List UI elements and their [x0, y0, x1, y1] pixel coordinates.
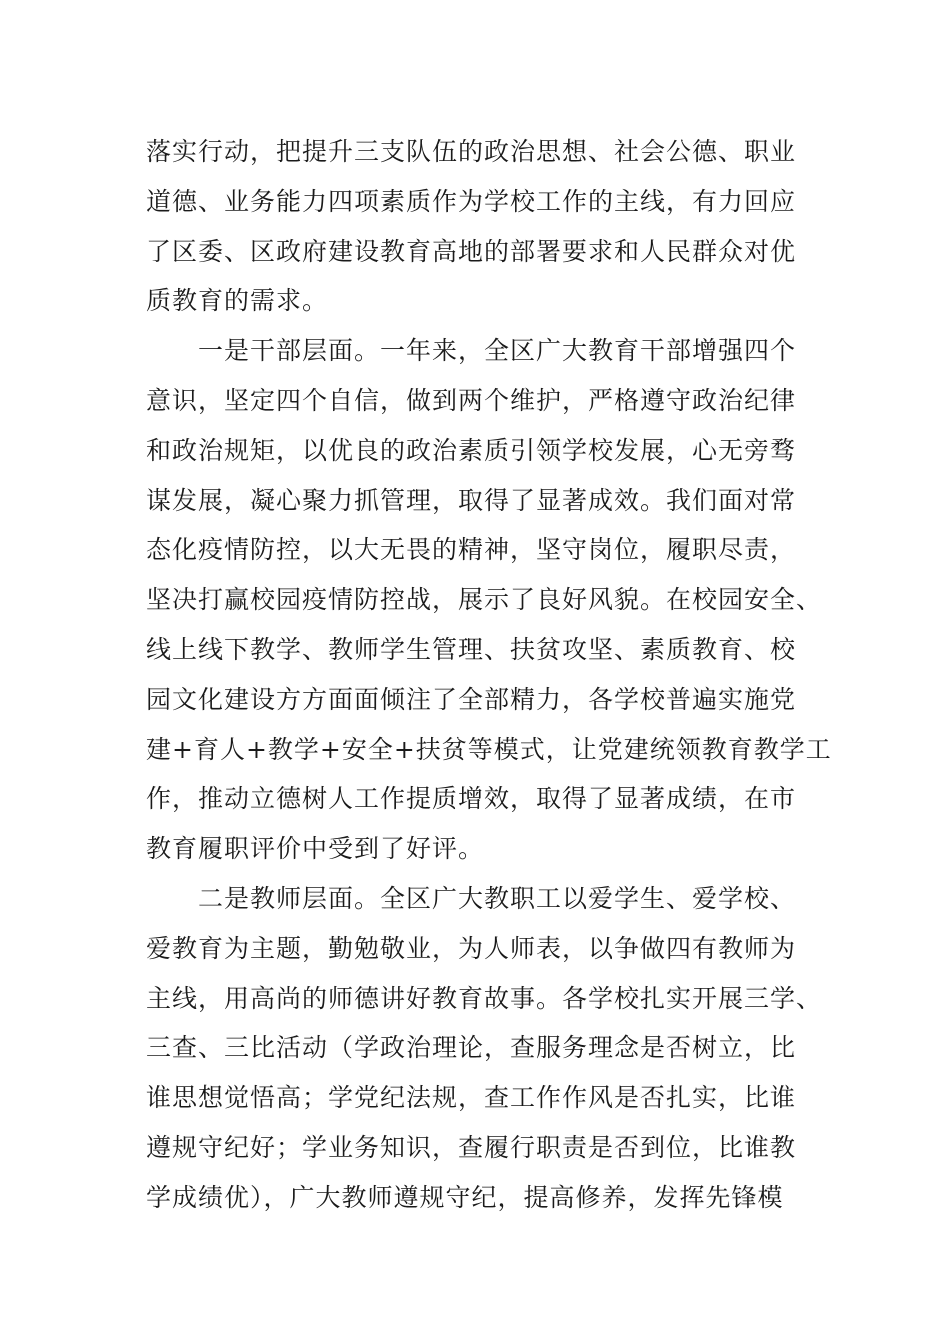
text-line: 遵规守纪好；学业务知识，查履行职责是否到位，比谁教	[146, 1132, 797, 1162]
text-line: 主线，用高尚的师德讲好教育故事。各学校扎实开展三学、	[146, 983, 823, 1013]
text-line: 爱教育为主题，勤勉敬业，为人师表，以争做四有教师为	[146, 933, 797, 963]
text-line: 质教育的需求。	[146, 286, 329, 316]
text-line: 建+育人+教学+安全+扶贫等模式，让党建统领教育教学工	[146, 734, 832, 764]
text-line: 谁思想觉悟高；学党纪法规，查工作作风是否扎实，比谁	[146, 1083, 797, 1113]
text-line: 三查、三比活动（学政治理论，查服务理念是否树立，比	[146, 1033, 797, 1063]
text-line: 坚决打赢校园疫情防控战，展示了良好风貌。在校园安全、	[146, 585, 823, 615]
text-line: 园文化建设方方面面倾注了全部精力，各学校普遍实施党	[146, 684, 797, 714]
paragraph-first-line: 二是教师层面。全区广大教职工以爱学生、爱学校、	[198, 883, 797, 913]
text-line: 和政治规矩，以优良的政治素质引领学校发展，心无旁骛	[146, 435, 797, 465]
text-line: 作，推动立德树人工作提质增效，取得了显著成绩，在市	[146, 784, 797, 814]
document-body	[146, 127, 832, 1223]
text-line: 态化疫情防控，以大无畏的精神，坚守岗位，履职尽责，	[146, 535, 797, 565]
text-line: 谋发展，凝心聚力抓管理，取得了显著成效。我们面对常	[146, 485, 797, 515]
text-line: 落实行动，把提升三支队伍的政治思想、社会公德、职业	[146, 137, 797, 166]
text-line: 学成绩优），广大教师遵规守纪，提高修养，发挥先锋模	[146, 1182, 784, 1212]
text-line: 意识，坚定四个自信，做到两个维护，严格遵守政治纪律	[146, 385, 797, 415]
paragraph-first-line: 一是干部层面。一年来，全区广大教育干部增强四个	[198, 336, 797, 366]
text-line: 教育履职评价中受到了好评。	[146, 834, 485, 864]
text-line: 道德、业务能力四项素质作为学校工作的主线，有力回应	[146, 186, 797, 216]
text-line: 了区委、区政府建设教育高地的部署要求和人民群众对优	[146, 236, 797, 266]
text-line: 线上线下教学、教师学生管理、扶贫攻坚、素质教育、校	[146, 634, 797, 664]
